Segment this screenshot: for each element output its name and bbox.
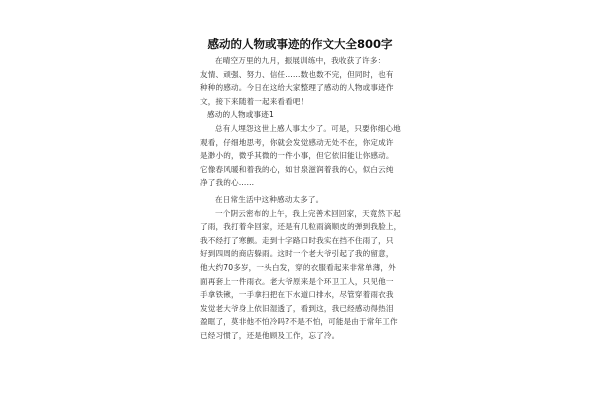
text-line: 观看，仔细地思考，你就会发觉感动无处不在，你定成许	[200, 137, 394, 147]
text-line: 在晴空万里的九月，振展训练中，我收获了许多：	[215, 56, 386, 65]
document-text	[200, 54, 410, 342]
text-line: 一个阴云密布的上午，我上完善术回回家，天竟然下起	[215, 208, 401, 218]
text-line: 面再套上一件雨衣。老大爷原来是个环卫工人，只见他一	[200, 276, 394, 286]
text-line: 是渺小的，微乎其微的一件小事，但它依旧能让你感动。	[200, 151, 394, 161]
text-line: 了雨，我打着伞回家，还是有几粒雨滴顺皮的弹到我脸上，	[200, 222, 402, 232]
text-line: 手拿铁锹，一手拿扫把在下水道口排水，尽管穿着雨衣我	[200, 290, 394, 300]
text-line: 净了我的心……	[200, 178, 255, 188]
text-line: 文，接下来随着一起来看看吧！	[200, 96, 309, 106]
text-line: 好到四周的商店躲雨。这时一个老大爷引起了我的留意，	[200, 249, 394, 259]
text-line: 发觉老大爷身上依旧湿透了，看到这，我已经感动得热泪	[200, 303, 394, 313]
text-line: 它像春风暖和着我的心，如甘泉滋润着我的心，似白云纯	[200, 164, 394, 174]
text-line: 我不经打了寒颤。走到十字路口时我实在挡不住雨了，只	[200, 235, 394, 245]
section-heading: 感动的人物或事迹1	[207, 110, 274, 120]
text-line: 总有人埋怨这世上感人事太少了。可是，只要你细心地	[215, 123, 401, 133]
text-line: 种种的感动。今日在这给大家整理了感动的人物或事迹作	[200, 83, 394, 93]
text-line: 友情、顽强、努力、信任……数也数不完，但同时，也有	[200, 69, 394, 79]
text-line: 他大约70多岁，一头白发，穿的衣服看起来非常单薄，外	[200, 262, 396, 272]
text-line: 盈眶了，莫非他不怕冷吗?不是不怕，可能是由于常年工作	[200, 317, 398, 327]
text-line: 在日常生活中这种感动太多了。	[215, 194, 324, 204]
text-line: 已经习惯了，还是他顾及工作，忘了冷。	[200, 330, 340, 340]
document-title: 感动的人物或事迹的作文大全800字	[207, 37, 393, 51]
